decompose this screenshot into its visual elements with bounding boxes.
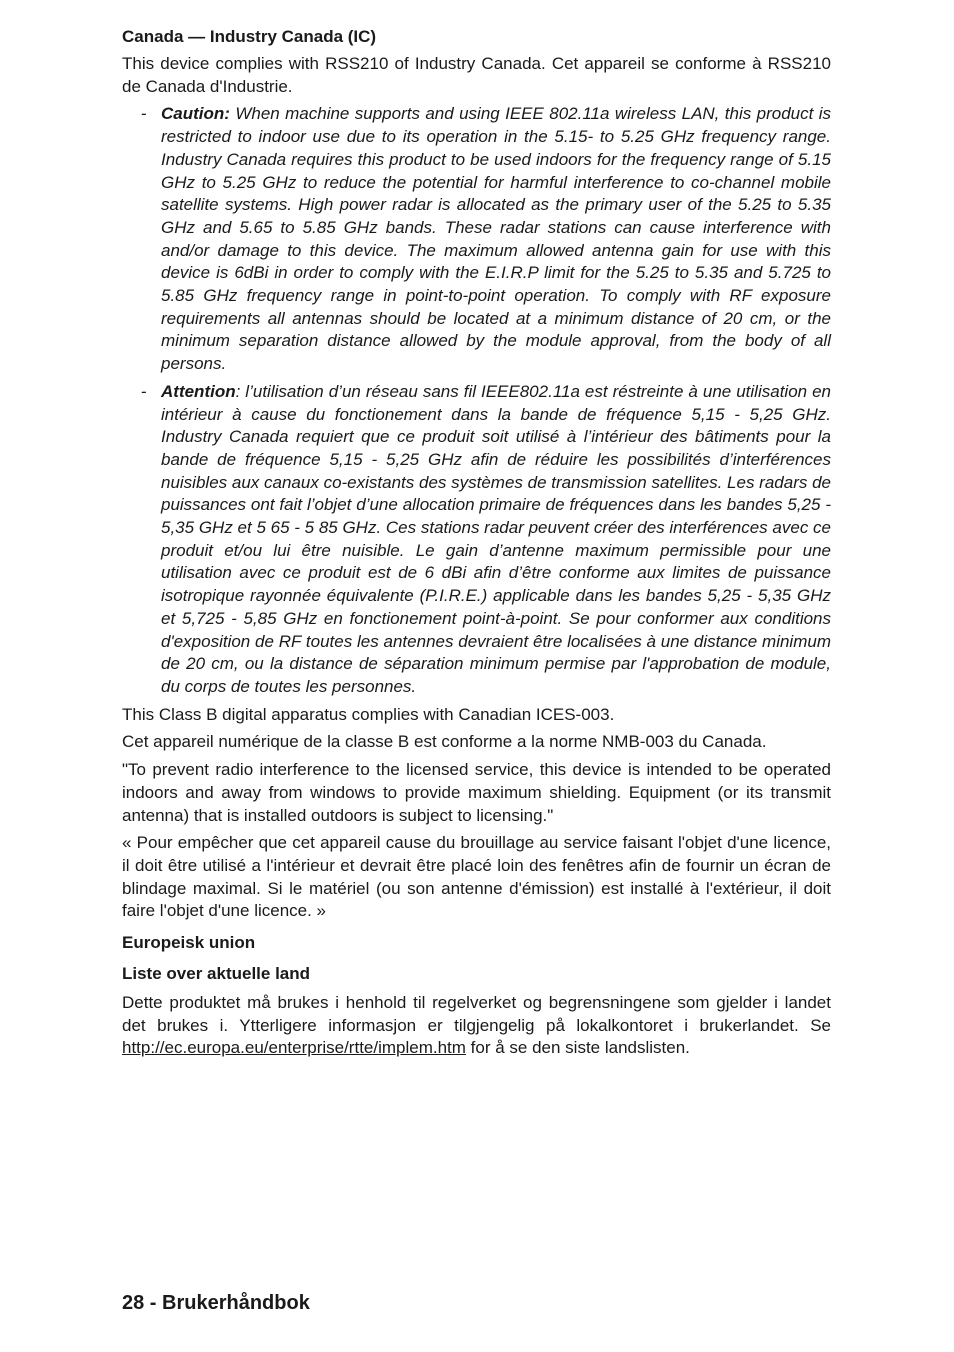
caution-text: When machine supports and using IEEE 802.11a wireless LAN, this product is restricted to indoor use due to its operation in the 5.15- to 5.25 GHz frequency range. Industry Canada requires this product to be used indoors for the frequency range of 5.15 GHz to 5.25 GHz to reduce the potential for harmful interference to co-channel mobile satellite systems. High power radar is allocated as the primary user of the 5.25 to 5.35 GHz and 5.65 to 5.85 GHz bands. These radar stations can cause interference with and/or damage to this device. The maximum allowed antenna gain for use with this device is 6dBi in order to comply with the E.I.R.P limit for the 5.25 to 5.35 and 5.725 to 5.85 GHz frequency range in point-to-point operation. To comply with RF exposure requirements all antennas should be located at a minimum distance of 20 cm, or the minimum separation distance allowed by the module approval, from the body of all persons. (161, 104, 831, 374)
canada-heading: Canada — Industry Canada (IC) (122, 27, 377, 46)
eu-text-after: for å se den siste landslisten. (465, 1038, 690, 1058)
canada-intro: This device complies with RSS210 of Industry Canada. Cet appareil se conforme à RSS210 de Canada d'Industrie. (122, 54, 831, 96)
licensing-quote-en: "To prevent radio interference to the licensed service, this device is intended to be operated indoors and away from windows to provide maximum shielding. Equipment (or its transmit antenna) that is installed outdoors is subject to licensing." (122, 760, 831, 825)
attention-text: : l’utilisation d’un réseau sans fil IEEE802.11a est réstreinte à une utilisation en intérieur à cause du fonctionement dans la bande de fréquence 5,15 - 5,25 GHz. Industry Canada requiert que ce produit soit utilisé à l’intérieur des bâtiments pour la bande de fréquence 5,15 - 5,25 GHz afin de réduire les possibilités d’interférences nuisibles aux canaux co-existants des systèmes de transmission satellites. Les radars de puissances ont fait l’objet d’une allocation primaire de fréquences dans les bandes 5,25 - 5,35 GHz et 5 65 - 5 85 GHz. Ces stations radar peuvent créer des interférences avec ce produit et/ou lui être nuisible. Le gain d’antenne maximum permissible pour une utilisation avec ce produit est de 6 dBi afin d’être conforme aux limites de puissance isotropique rayonnée équivalente (P.I.R.E.) applicable dans les bandes 5,25 - 5,35 GHz et 5,725 - 5,85 GHz en fonctionement point-à-point. Se pour conformer aux conditions d'exposition de RF toutes les antennes devraient être localisées à une distance minimum de 20 cm, ou la distance de séparation minimum permise par l'approbation de module, du corps de toutes les personnes. (161, 381, 831, 696)
eu-heading: Europeisk union (122, 933, 256, 953)
eu-paragraph (122, 992, 831, 1060)
ices-statement: This Class B digital apparatus complies with Canadian ICES-003. (122, 704, 615, 724)
caution-label: Caution: (161, 104, 230, 124)
licensing-quote-fr: « Pour empêcher que cet appareil cause du brouillage au service faisant l'objet d'une licence, il doit être utilisé a l'intérieur et devrait être placé loin des fenêtres afin de fournir un écran de blindage maximal. Si le matériel (ou son antenne d'émission) est installé à l'extérieur, il doit faire l'objet d'une licence. » (122, 833, 831, 921)
page-footer: 28 - Brukerhåndbok (122, 1292, 310, 1314)
bullet-dash: - (141, 381, 147, 401)
caution-bullet (122, 103, 831, 375)
nmb-statement: Cet appareil numérique de la classe B est conforme a la norme NMB-003 du Canada. (122, 732, 767, 752)
eu-subheading: Liste over aktuelle land (122, 964, 311, 984)
bullet-dash: - (141, 104, 147, 124)
eu-text-before: Dette produktet må brukes i henhold til regelverket og begrensningene som gjelder i landet det brukes i. Ytterligere informasjon er tilgjengelig på lokalkontoret i brukerlandet. Se (122, 993, 831, 1035)
attention-label: Attention (161, 381, 236, 401)
document-body (122, 26, 831, 1065)
eu-rtte-link[interactable]: http://ec.europa.eu/enterprise/rtte/implem.htm (122, 1038, 466, 1058)
attention-bullet (122, 381, 831, 699)
